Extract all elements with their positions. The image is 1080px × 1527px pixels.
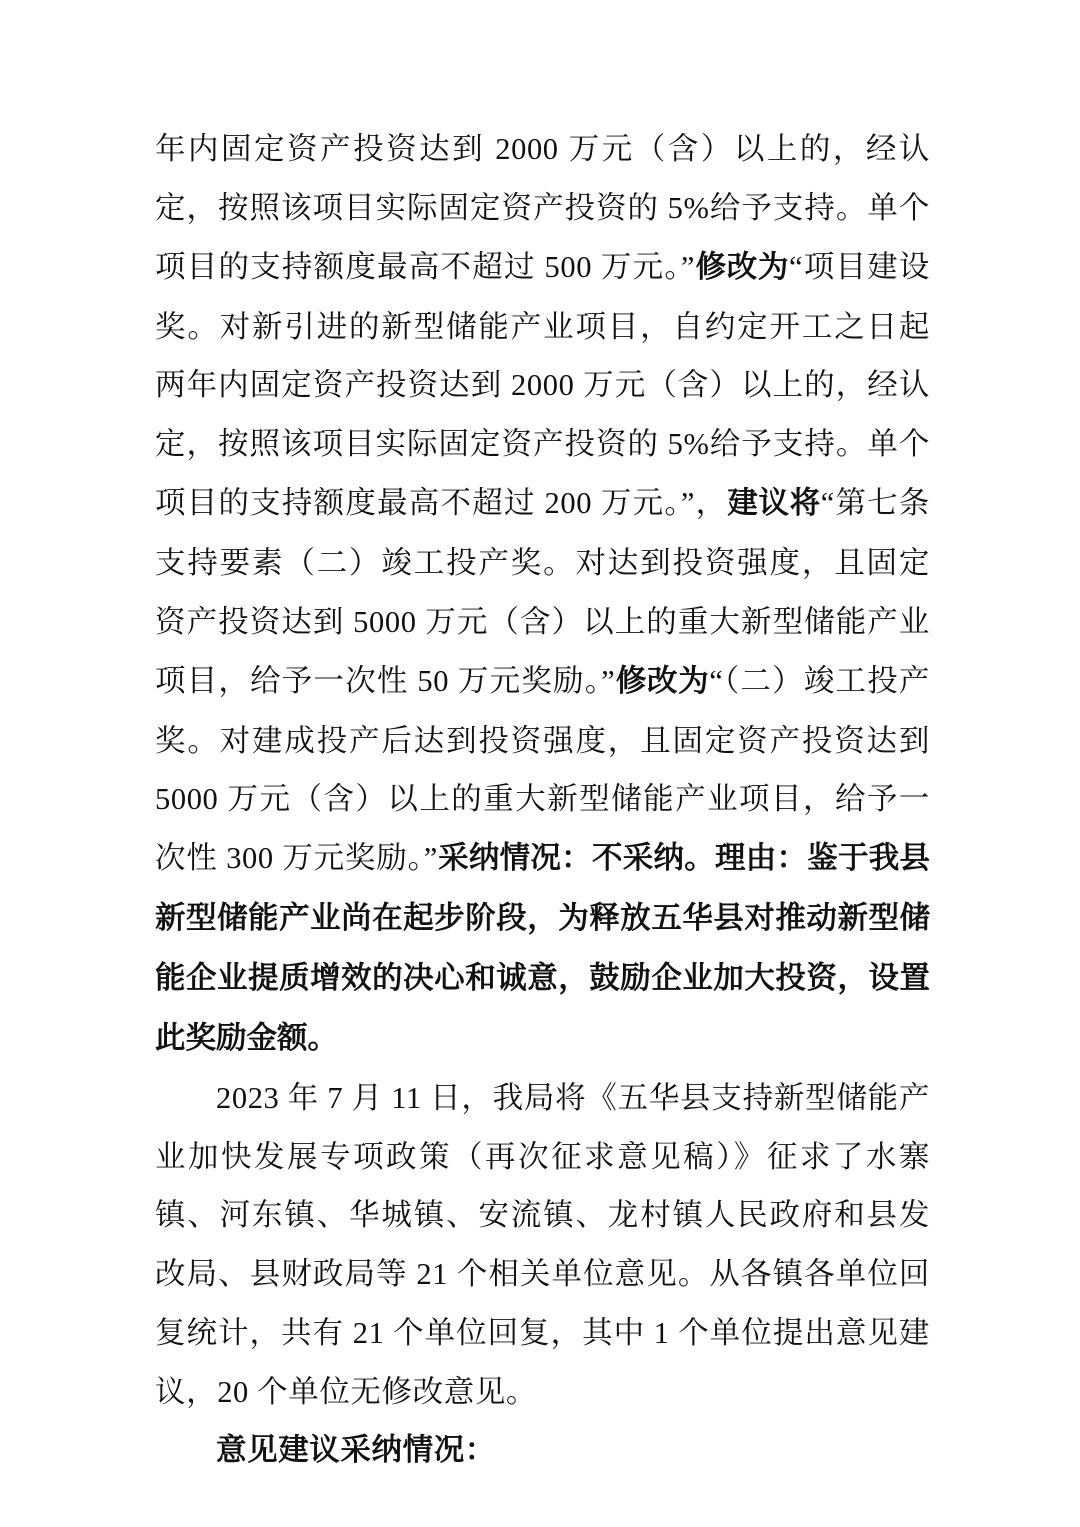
run-bold-adoption-status: 采纳情况：不采纳。理由：鉴于我县新型储能产业尚在起步阶段，为释放五华县对推动新型储能企业提质增效的决心和诚意，鼓励企业加大投资，设置此奖励金额。 [155, 841, 931, 1056]
run-plain-4: “（二）竣工投产奖。对建成投产后达到投资强度，且固定资产投资达到 5000 万元（含）以上的重大新型储能产业项目，给予一次性 300 万元奖励。” [155, 663, 931, 876]
run-bold-revise-to-2: 修改为 [615, 663, 710, 699]
section-heading-adoption: 意见建议采纳情况： [216, 1432, 496, 1468]
run-bold-suggest: 建议将 [727, 486, 821, 522]
run-plain-3: “第七条 支持要素（二）竣工投产奖。对达到投资强度，且固定资产投资达到 5000 万元（含）以上的重大新型储能产业项目，给予一次性 50 万元奖励。” [155, 486, 931, 698]
run-bold-revise-to-1: 修改为 [694, 249, 789, 285]
run-plain-2: “项目建设奖。对新引进的新型储能产业项目，自约定开工之日起两年内固定资产投资达到 2000 万元（含）以上的，经认定，按照该项目实际固定资产投资的 5%给予支持。单个项目的支持额度最高不超过 200 万元。”， [155, 249, 930, 521]
run-consultation-text: 2023 年 7 月 11 日，我局将《五华县支持新型储能产业加快发展专项政策（再次征求意见稿）》征求了水寨镇、河东镇、华城镇、安流镇、龙村镇人民政府和县发改局、县财政局等 21 个相关单位意见。从各镇各单位回复统计，共有 21 个单位回复，其中 1 个单位提出意见建议，20 个单位无修改意见。 [155, 1080, 930, 1410]
run-plain-1: 年内固定资产投资达到 2000 万元（含）以上的，经认定，按照该项目实际固定资产投资的 5%给予支持。单个项目的支持额度最高不超过 500 万元。” [155, 132, 930, 284]
document-body [155, 120, 930, 1481]
paragraph-consultation-summary [155, 1069, 930, 1422]
paragraph-amendments [155, 120, 930, 1069]
